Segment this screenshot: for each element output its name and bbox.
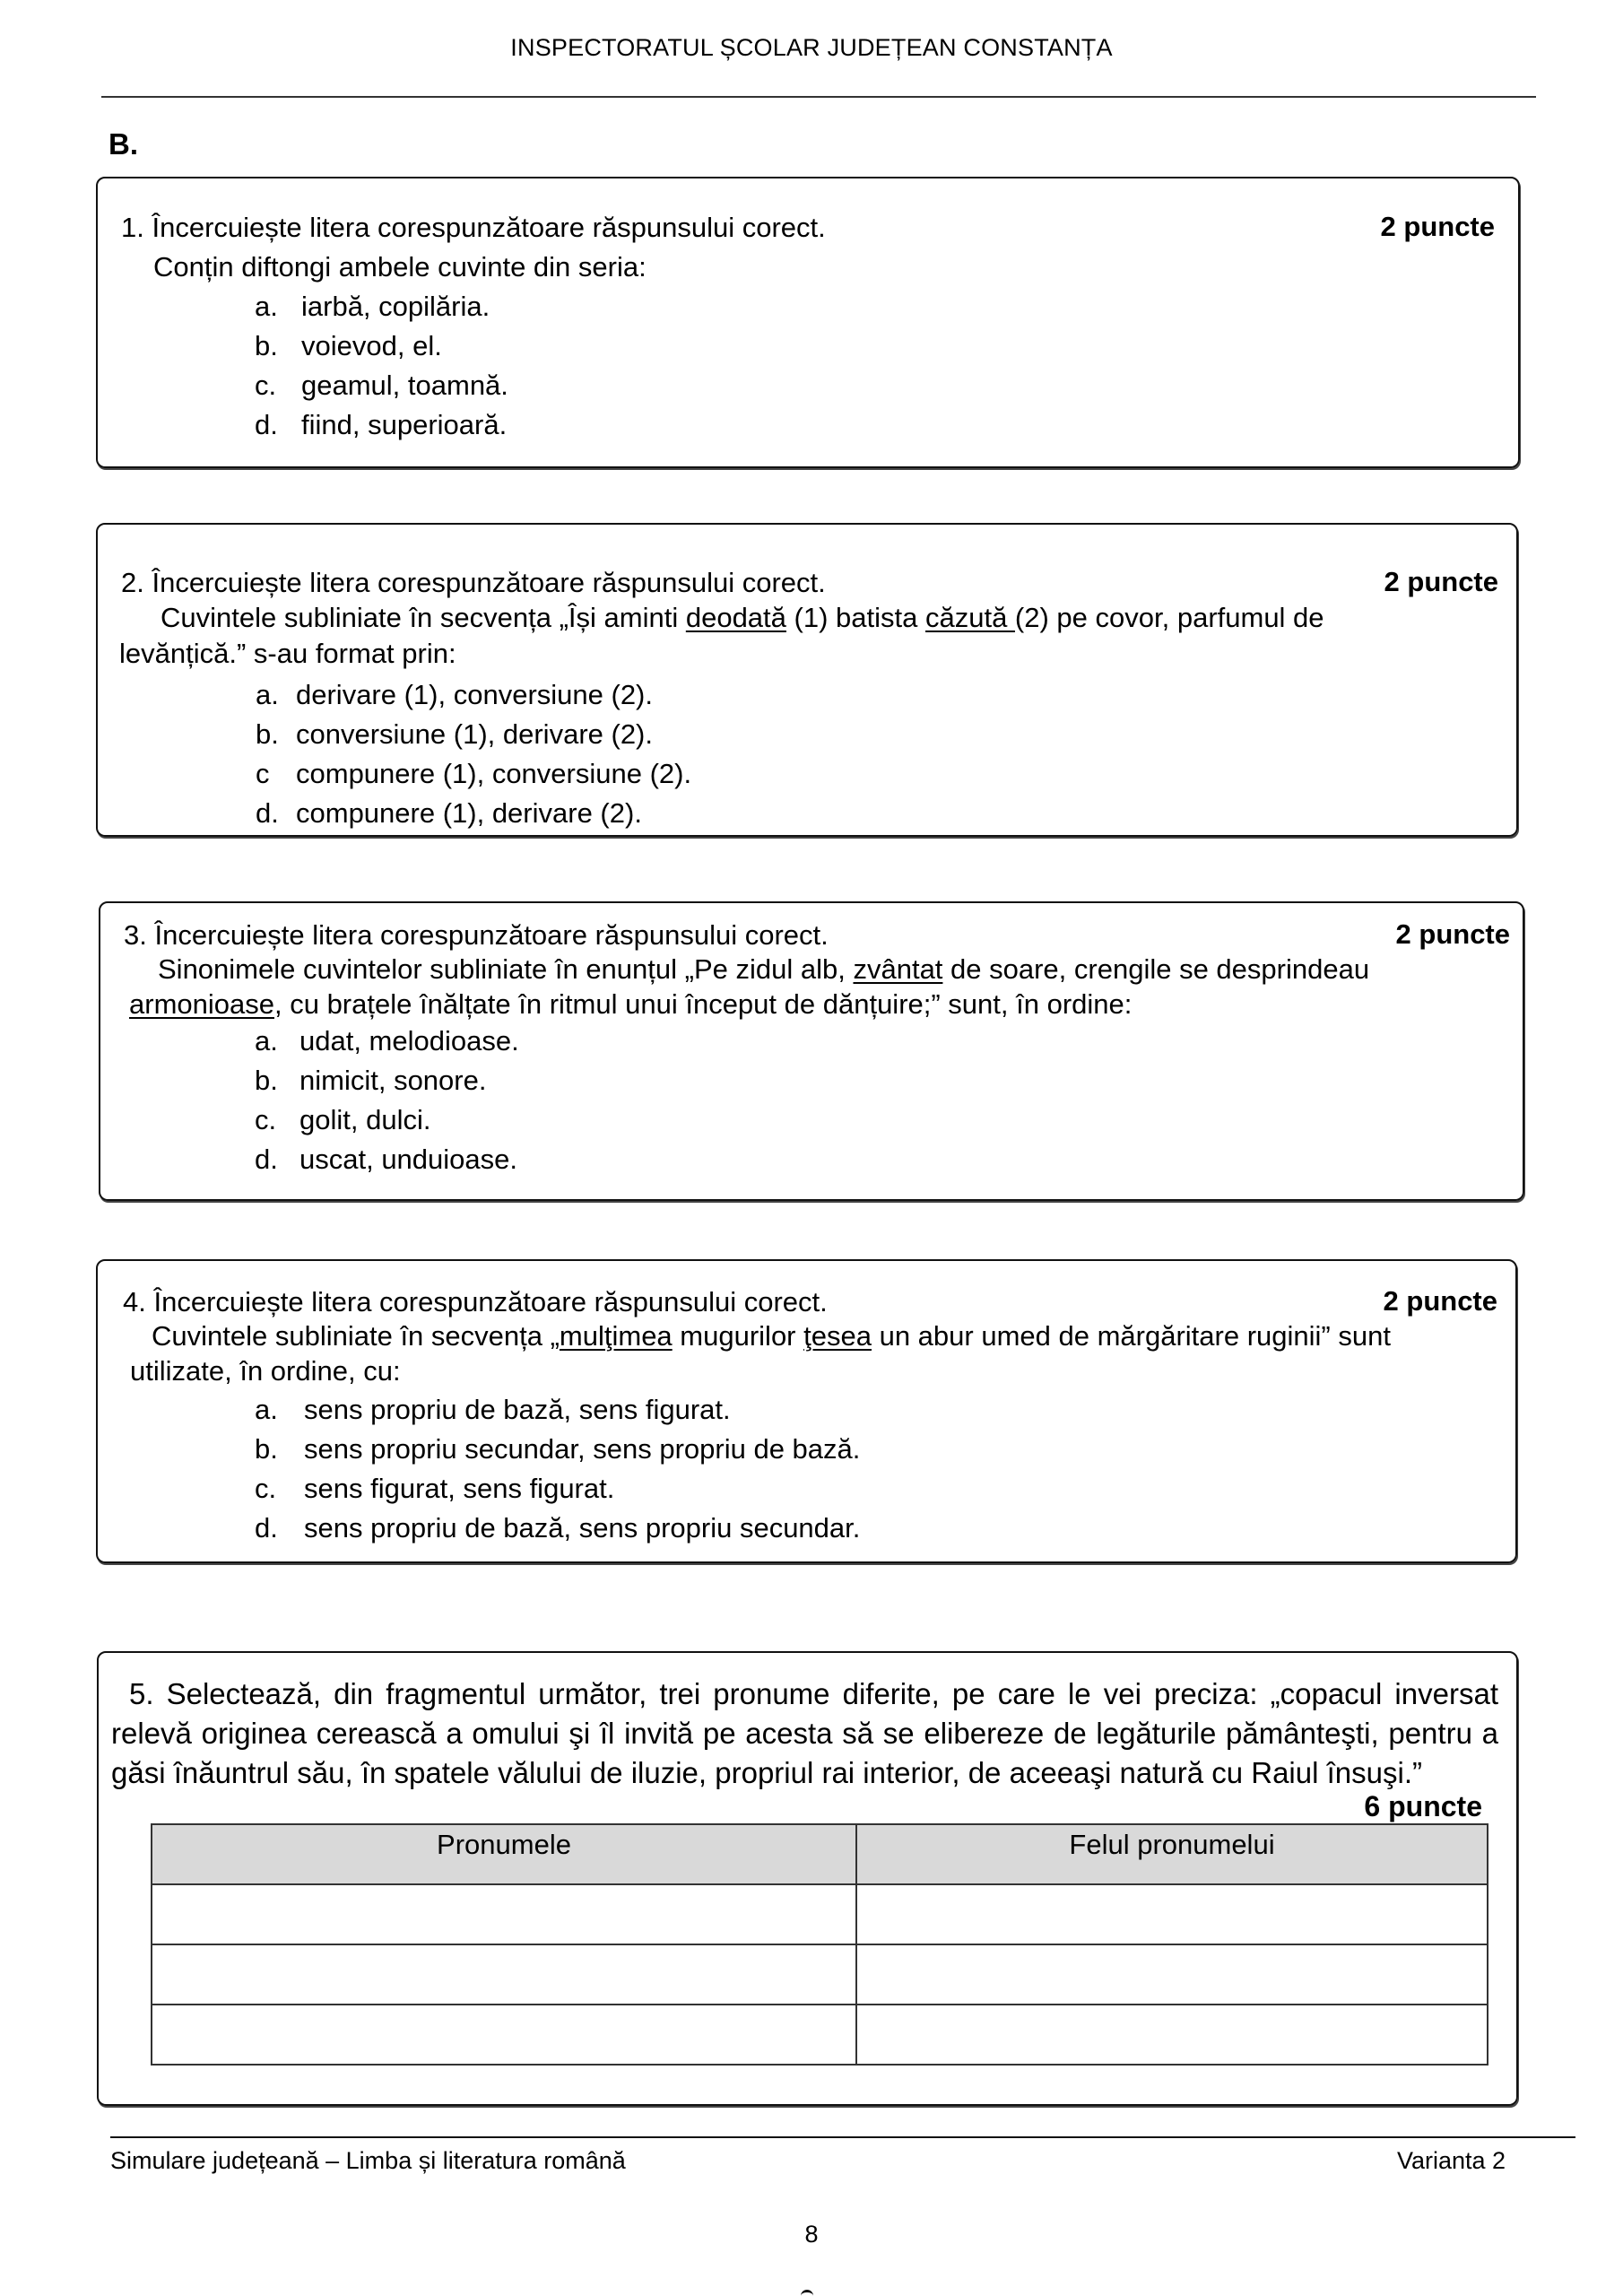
question-1-option-b[interactable]: b. voievod, el.	[255, 330, 442, 361]
answer-cell-pronoun-2[interactable]	[152, 1944, 856, 2005]
question-1-option-c[interactable]: c. geamul, toamnă.	[255, 370, 508, 401]
question-4-option-a[interactable]: a. sens propriu de bază, sens figurat.	[255, 1394, 731, 1425]
question-5-box	[97, 1651, 1518, 2106]
question-4-option-b[interactable]: b. sens propriu secundar, sens propriu de bază.	[255, 1433, 861, 1465]
answer-cell-pronoun-3[interactable]	[152, 2005, 856, 2065]
question-3-prompt: Sinonimele cuvintelor subliniate în enunțul „Pe zidul alb, zvântat de soare, crengile se desprindeau	[158, 953, 1370, 985]
column-header-pronoun: Pronumele	[152, 1824, 856, 1884]
question-3-option-a[interactable]: a. udat, melodioase.	[255, 1025, 519, 1057]
question-1-option-a[interactable]: a. iarbă, copilăria.	[255, 291, 490, 322]
pronoun-answer-table	[151, 1823, 1488, 2066]
underlined-word-1: deodată	[685, 602, 786, 633]
question-2-option-c[interactable]: c compunere (1), conversiune (2).	[256, 758, 692, 789]
question-2-prompt-line2: levănțică.” s-au format prin:	[119, 638, 456, 669]
footer-exam-title: Simulare județeană – Limba și literatura română	[110, 2147, 626, 2174]
question-1-option-d[interactable]: d. fiind, superioară.	[255, 409, 508, 440]
question-3-instruction: 3. Încercuiește litera corespunzătoare răspunsului corect.	[124, 919, 829, 951]
underlined-word-2: căzută	[924, 602, 1015, 633]
question-2-option-d[interactable]: d. compunere (1), derivare (2).	[256, 797, 642, 829]
question-5-points: 6 puncte	[1364, 1790, 1482, 1822]
table-header-row	[152, 1824, 1488, 1884]
question-1-prompt: Conțin diftongi ambele cuvinte din seria:	[153, 251, 647, 283]
question-1-points: 2 puncte	[1380, 211, 1495, 242]
table-row	[152, 1884, 1488, 1944]
header-divider	[101, 96, 1536, 98]
question-1-instruction: 1. Încercuiește litera corespunzătoare răspunsului corect.	[121, 212, 826, 243]
question-3-prompt-line2: armonioase, cu brațele înălțate în ritmul unui început de dănțuire;” sunt, în ordine:	[129, 988, 1133, 1020]
question-2-box	[96, 523, 1518, 837]
footer-variant: Varianta 2	[1397, 2147, 1506, 2174]
answer-cell-pronoun-1[interactable]	[152, 1884, 856, 1944]
question-4-instruction: 4. Încercuiește litera corespunzătoare răspunsului corect.	[123, 1286, 828, 1318]
question-2-prompt: Cuvintele subliniate în secvența „Își aminti deodată (1) batista căzută (2) pe covor, parfumul de	[161, 602, 1324, 633]
footer-divider	[110, 2136, 1575, 2138]
underlined-word-1: zvântat	[853, 953, 943, 985]
question-5-text: 5. Selectează, din fragmentul următor, trei pronume diferite, pe care le vei preciza: „copacul inversat relevă originea cerească a omului şi îl invită pe acesta să se elibereze de legăturile pământeşti, pentru a găsi înăuntrul său, în spatele vălului de iluzie, propriul rai interior, de aceeaşi natură cu Raiul însuşi.”	[111, 1677, 1498, 1789]
question-4-points: 2 puncte	[1383, 1285, 1497, 1317]
column-header-pronoun-type: Felul pronumelui	[856, 1824, 1488, 1884]
table-row	[152, 2005, 1488, 2065]
question-1-box	[96, 177, 1520, 468]
question-4-option-d[interactable]: d. sens propriu de bază, sens propriu secundar.	[255, 1512, 861, 1544]
question-3-box	[99, 901, 1524, 1201]
question-3-points: 2 puncte	[1395, 918, 1510, 950]
question-2-option-b[interactable]: b. conversiune (1), derivare (2).	[256, 718, 653, 750]
question-2-instruction: 2. Încercuiește litera corespunzătoare răspunsului corect.	[121, 567, 826, 598]
clipped-glyph	[801, 2290, 813, 2296]
section-label: B.	[108, 127, 138, 161]
question-2-option-a[interactable]: a. derivare (1), conversiune (2).	[256, 679, 653, 710]
question-4-option-c[interactable]: c. sens figurat, sens figurat.	[255, 1473, 615, 1504]
question-3-option-c[interactable]: c. golit, dulci.	[255, 1104, 431, 1135]
answer-cell-type-1[interactable]	[856, 1884, 1488, 1944]
answer-cell-type-2[interactable]	[856, 1944, 1488, 2005]
underlined-word-1: mulţimea	[559, 1320, 673, 1352]
question-4-prompt: Cuvintele subliniate în secvența „mulţimea mugurilor ţesea un abur umed de mărgăritare ruginii” sunt	[152, 1320, 1391, 1352]
page-header-title: INSPECTORATUL ȘCOLAR JUDEȚEAN CONSTANȚA	[510, 34, 1113, 61]
question-3-option-d[interactable]: d. uscat, unduioase.	[255, 1144, 518, 1175]
answer-cell-type-3[interactable]	[856, 2005, 1488, 2065]
question-3-option-b[interactable]: b. nimicit, sonore.	[255, 1065, 487, 1096]
underlined-word-2: ţesea	[803, 1320, 872, 1352]
page-number: 8	[804, 2221, 819, 2248]
underlined-word-2: armonioase	[129, 988, 274, 1020]
question-4-prompt-line2: utilizate, în ordine, cu:	[130, 1355, 401, 1387]
question-2-points: 2 puncte	[1384, 566, 1498, 597]
table-row	[152, 1944, 1488, 2005]
question-4-box	[96, 1259, 1517, 1563]
